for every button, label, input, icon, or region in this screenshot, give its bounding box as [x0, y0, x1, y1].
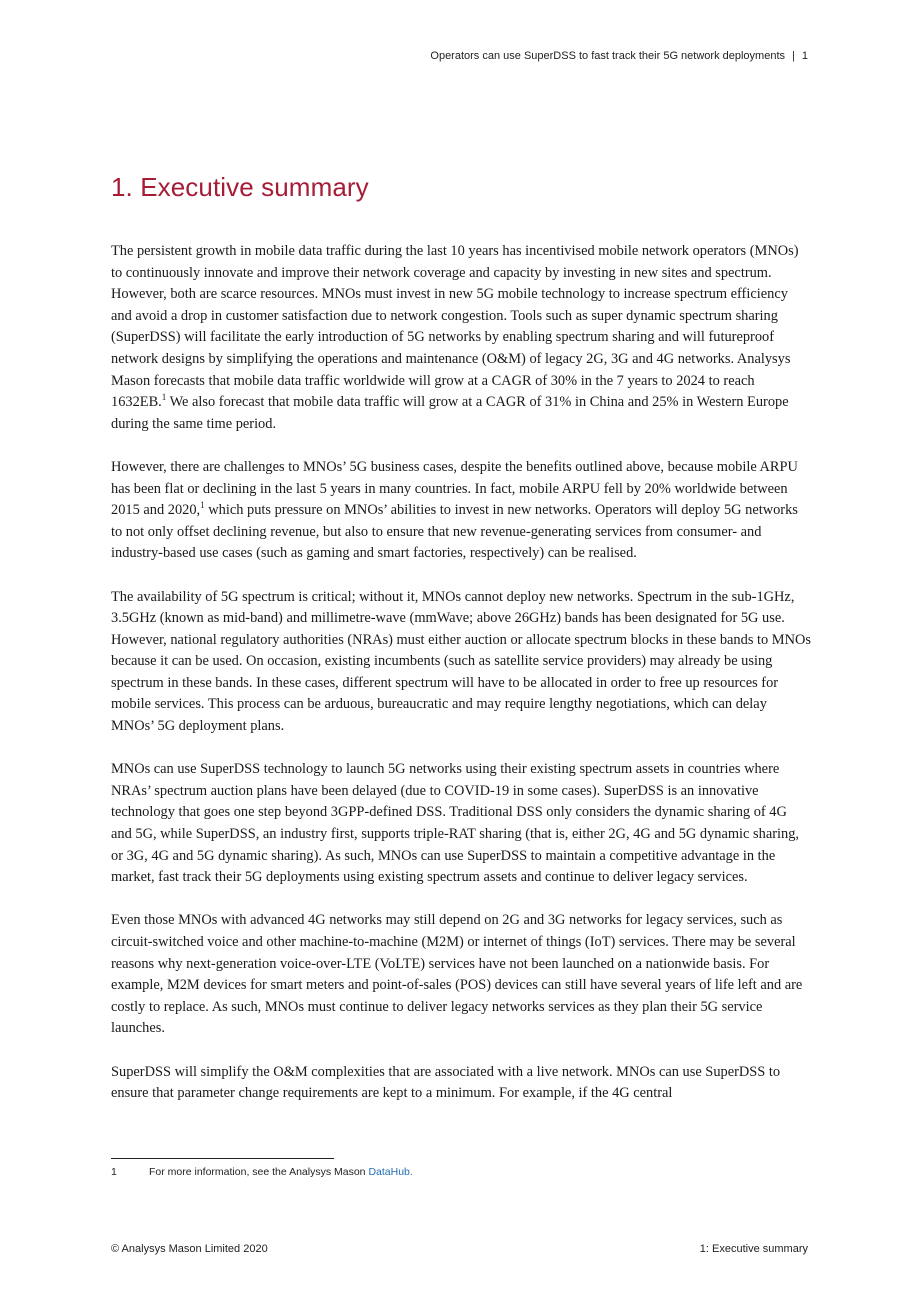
body-text [111, 241, 811, 1126]
footnote-divider [111, 1158, 334, 1159]
footnote [111, 1166, 413, 1178]
footnote-ref: 1 [161, 392, 167, 403]
paragraph-om: SuperDSS will simplify the O&M complexities that are associated with a live network. MNOs can use SuperDSS to ensure that parameter change requirements are kept to a minimum. For example, if the 4G central [111, 1063, 781, 1102]
paragraph-superdss: MNOs can use SuperDSS technology to launch 5G networks using their existing spectrum assets in countries where NRAs’ spectrum auction plans have been delayed (due to COVID-19 in some cases). SuperDSS is an innovative technology that goes one step beyond 3GPP-defined DSS. Traditional DSS only considers the dynamic sharing of 4G and 5G, while SuperDSS, an industry first, supports triple-RAT sharing (that is, either 2G, 4G and 5G dynamic sharing, or 3G, 4G and 5G dynamic sharing). As such, MNOs can use SuperDSS to maintain a competitive advantage in the market, fast track their 5G deployments using existing spectrum assets and continue to deliver legacy services. [111, 761, 799, 886]
paragraph-growth [111, 241, 811, 435]
paragraph-challenges [111, 457, 811, 565]
page-number: 1 [801, 50, 808, 62]
datahub-link[interactable]: DataHub. [368, 1166, 413, 1178]
footnote-text: For more information, see the Analysys Mason [149, 1166, 369, 1178]
paragraph-text: We also forecast that mobile data traffic will grow at a CAGR of 31% in China and 25% in Western Europe during the same time period. [111, 394, 789, 432]
footer-copyright: © Analysys Mason Limited 2020 [111, 1243, 268, 1255]
running-header-title: Operators can use SuperDSS to fast track their 5G network deployments [430, 50, 786, 62]
footer-section-label: 1: Executive summary [699, 1243, 808, 1255]
paragraph-text: The persistent growth in mobile data traffic during the last 10 years has incentivised mobile network operators (MNOs) to continuously innovate and improve their network coverage and capacity by investing in new sites and spectrum. However, both are scarce resources. MNOs must invest in new 5G mobile technology to increase spectrum efficiency and avoid a drop in customer satisfaction due to network congestion. Tools such as super dynamic spectrum sharing (SuperDSS) will facilitate the early introduction of 5G networks by enabling spectrum sharing and will futureproof network designs by simplifying the operations and maintenance (O&M) of legacy 2G, 3G and 4G networks. Analysys Mason forecasts that mobile data traffic worldwide will grow at a CAGR of 30% in the 7 years to 2024 to reach 1632EB. [111, 243, 799, 411]
footnote-number: 1 [111, 1166, 117, 1178]
paragraph-text: However, there are challenges to MNOs’ 5G business cases, despite the benefits outlined above, because mobile ARPU has been flat or declining in the last 5 years in many countries. In fact, mobile ARPU fell by 20% worldwide between 2015 and 2020, [111, 458, 798, 519]
footnote-ref: 1 [200, 500, 205, 511]
header-separator: | [792, 50, 795, 62]
paragraph-legacy: Even those MNOs with advanced 4G networks may still depend on 2G and 3G networks for legacy services, such as circuit-switched voice and other machine-to-machine (M2M) or internet of things (IoT) services. There may be several reasons why next-generation voice-over-LTE (VoLTE) services have not been launched on a nationwide basis. For example, M2M devices for smart meters and point-of-sales (POS) devices can still have several years of life left and are costly to replace. As such, MNOs must continue to deliver legacy networks services as they plan their 5G service launches. [111, 912, 803, 1037]
section-heading: 1. Executive summary [111, 172, 369, 202]
running-header [430, 50, 808, 62]
paragraph-spectrum: The availability of 5G spectrum is critical; without it, MNOs cannot deploy new networks. Spectrum in the sub-1GHz, 3.5GHz (known as mid-band) and millimetre-wave (mmWave; above 26GHz) bands has been designated for 5G use. However, national regulatory authorities (NRAs) must either auction or allocate spectrum blocks in these bands to MNOs because it can be used. On occasion, existing incumbents (such as satellite service providers) may already be using spectrum in these bands. In these cases, different spectrum will have to be allocated in order to free up resources for mobile services. This process can be arduous, bureaucratic and may require lengthy negotiations, which can delay MNOs’ 5G deployment plans. [111, 588, 811, 735]
paragraph-text: which puts pressure on MNOs’ abilities to invest in new networks. Operators will deploy 5G networks to not only offset declining revenue, but also to ensure that new revenue-generating services from consumer- and industry-based use cases (such as gaming and smart factories, respectively) can be realised. [111, 502, 798, 562]
